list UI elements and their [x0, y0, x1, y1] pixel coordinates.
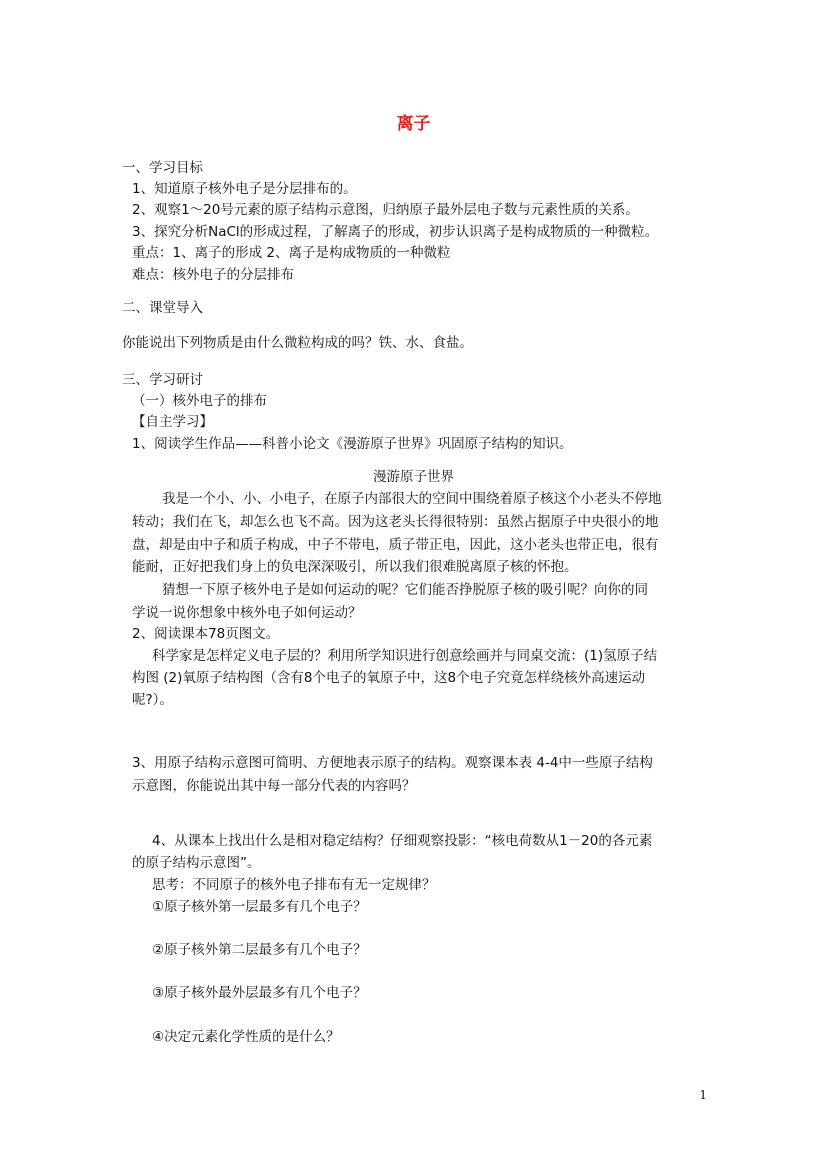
question-3: ③原子核外最外层最多有几个电子？: [152, 985, 367, 1001]
section1-heading: 一、学习目标: [122, 160, 203, 176]
essay-line: 猜想一下原子核外电子是如何运动的呢？它们能否挣脱原子核的吸引呢？向你的同: [162, 582, 648, 598]
goal-2: 2、观察1～20号元素的原子结构示意图，归纳原子最外层电子数与元素性质的关系。: [132, 202, 639, 218]
item-2-line: 构图 (2)氧原子结构图（含有8个电子的氧原子中，这8个电子究竟怎样绕核外高速运动: [132, 670, 646, 686]
section3-heading: 三、学习研讨: [122, 372, 203, 388]
essay-line: 能耐，正好把我们身上的负电深深吸引，所以我们很难脱离原子核的怀抱。: [132, 559, 578, 575]
goal-3: 3、探究分析NaCl的形成过程，了解离子的形成，初步认识离子是构成物质的一种微粒。: [132, 224, 659, 240]
essay-line: 学说一说你想象中核外电子如何运动？: [132, 605, 362, 621]
essay-title: 漫游原子世界: [373, 469, 454, 485]
question-4: ④决定元素化学性质的是什么？: [152, 1029, 340, 1045]
item-4-line: 的原子结构示意图”。: [132, 855, 261, 871]
question-2: ②原子核外第二层最多有几个电子？: [152, 942, 367, 958]
difficulty: 难点：核外电子的分层排布: [132, 267, 294, 283]
think-prompt: 思考：不同原子的核外电子排布有无一定规律？: [152, 877, 436, 893]
essay-line: 盘，却是由中子和质子构成，中子不带电，质子带正电，因此，这小老头也带正电，很有: [132, 537, 659, 553]
intro-question: 你能说出下列物质是由什么微粒构成的吗？铁、水、食盐。: [122, 335, 473, 351]
item-2-line: 呢?）。: [132, 692, 173, 708]
goal-1: 1、知道原子核外电子是分层排布的。: [132, 181, 357, 197]
question-1: ①原子核外第一层最多有几个电子？: [152, 899, 367, 915]
item-3-line: 示意图，你能说出其中每一部分代表的内容吗？: [132, 778, 416, 794]
essay-line: 转动；我们在飞，却怎么也飞不高。因为这老头长得很特别：虽然占据原子中央很小的地: [132, 514, 659, 530]
item-3-line: 3、用原子结构示意图可简明、方便地表示原子的结构。观察课本表 4-4中一些原子结构: [132, 755, 653, 771]
essay-line: 我是一个小、小、小电子，在原子内部很大的空间中围绕着原子核这个小老头不停地: [162, 491, 662, 507]
subsection-heading: （一）核外电子的排布: [132, 393, 267, 409]
item-1: 1、阅读学生作品——科普小论文《漫游原子世界》巩固原子结构的知识。: [132, 436, 573, 452]
item-2: 2、阅读课本78页图文。: [132, 626, 280, 642]
self-study-label: 【自主学习】: [132, 414, 213, 430]
item-2-line: 科学家是怎样定义电子层的？利用所学知识进行创意绘画并与同桌交流：(1)氢原子结: [152, 648, 658, 664]
section2-heading: 二、课堂导入: [122, 300, 203, 316]
key-points: 重点：1、离子的形成 2、离子是构成物质的一种微粒: [132, 245, 451, 261]
document-title: 离子: [396, 114, 431, 134]
item-4-line: 4、从课本上找出什么是相对稳定结构？仔细观察投影：“核电荷数从1－20的各元素: [152, 833, 653, 849]
page-number: 1: [699, 1088, 707, 1102]
